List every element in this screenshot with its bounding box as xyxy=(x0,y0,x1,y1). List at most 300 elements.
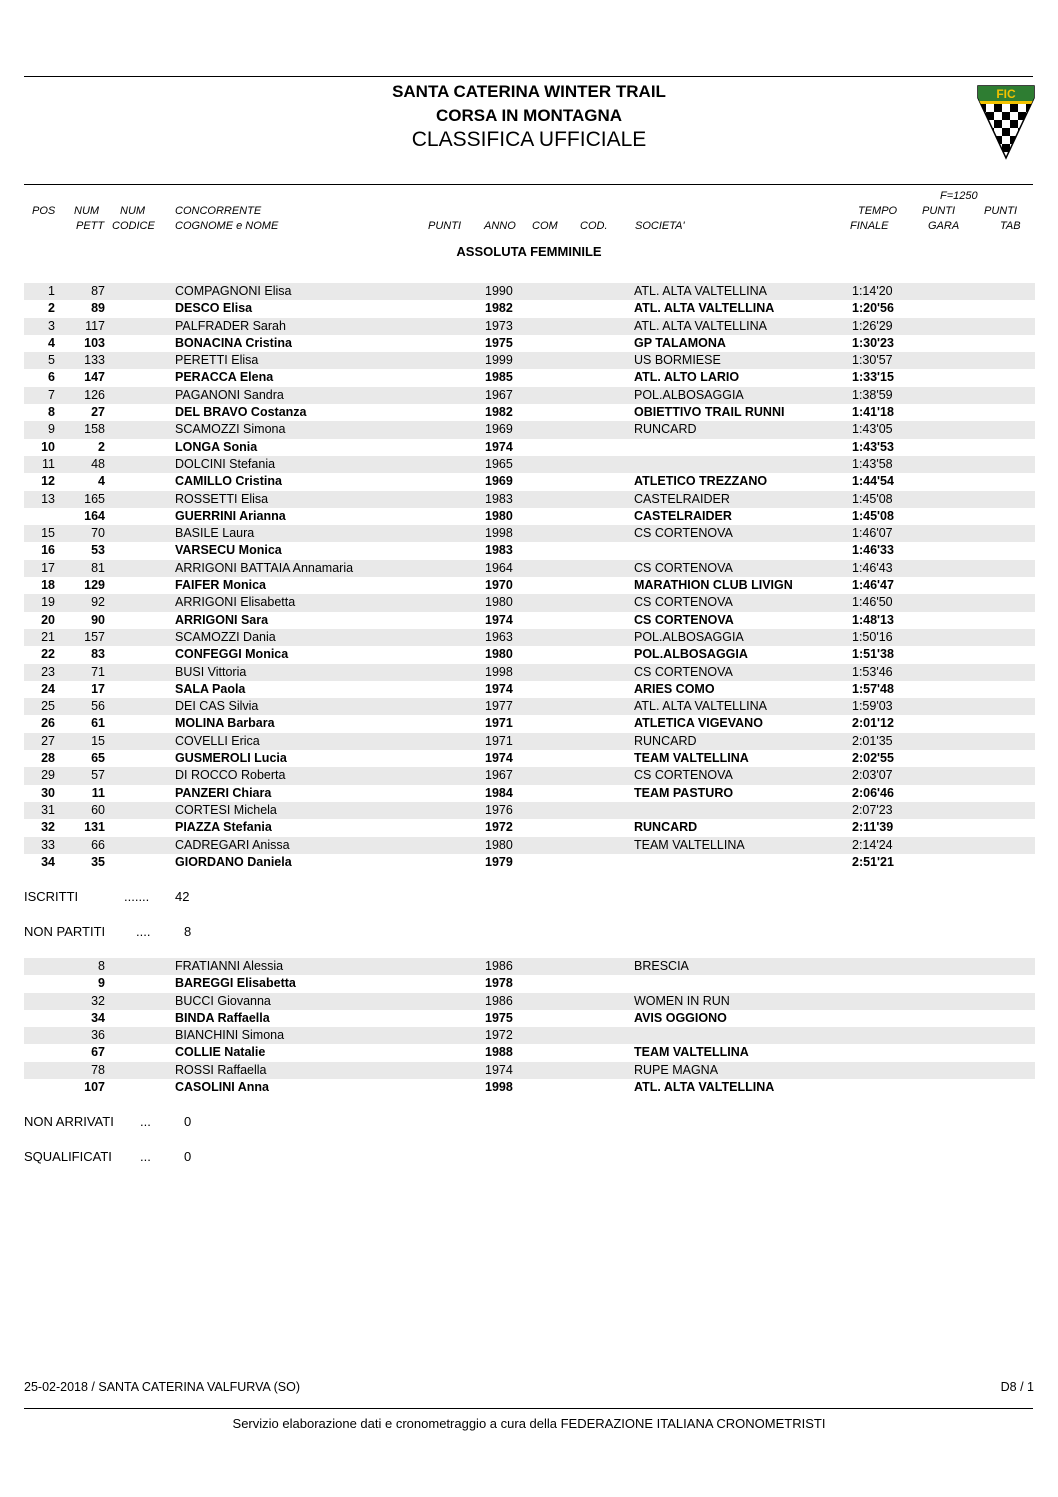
document-title: CLASSIFICA UFFICIALE xyxy=(411,128,647,151)
section-title: ASSOLUTA FEMMINILE xyxy=(456,244,602,259)
row-name: SCAMOZZI Simona xyxy=(175,422,286,437)
col-punti-gara-2: GARA xyxy=(928,220,960,232)
row-club: WOMEN IN RUN xyxy=(634,993,730,1008)
row-name: DEL BRAVO Costanza xyxy=(175,405,307,420)
row-bib: 129 xyxy=(84,578,105,593)
row-year: 1976 xyxy=(485,802,513,817)
row-year: 1988 xyxy=(485,1045,513,1060)
row-pos: 29 xyxy=(41,768,55,783)
table-row xyxy=(24,750,1035,767)
row-club: CS CORTENOVA xyxy=(634,526,733,541)
row-club: POL.ALBOSAGGIA xyxy=(634,387,744,402)
row-bib: 81 xyxy=(91,560,105,575)
row-pos: 22 xyxy=(41,647,55,662)
row-name: SCAMOZZI Dania xyxy=(175,629,276,644)
row-time: 1:50'16 xyxy=(852,629,893,644)
row-time: 1:43'05 xyxy=(852,422,893,437)
row-time: 1:26'29 xyxy=(852,318,893,333)
table-row xyxy=(24,993,1035,1010)
col-num-pett-1: NUM xyxy=(74,205,100,217)
table-row xyxy=(24,473,1035,490)
table-row xyxy=(24,508,1035,525)
row-name: SALA Paola xyxy=(175,681,246,696)
row-club: ATL. ALTA VALTELLINA xyxy=(634,318,767,333)
row-time: 1:30'57 xyxy=(852,353,893,368)
row-year: 1999 xyxy=(485,353,513,368)
col-societa: SOCIETA' xyxy=(635,220,685,232)
table-row xyxy=(24,421,1035,438)
row-year: 1974 xyxy=(485,681,513,696)
row-year: 1971 xyxy=(485,716,513,731)
row-time: 1:38'59 xyxy=(852,387,893,402)
row-bib: 65 xyxy=(91,751,105,766)
table-row xyxy=(24,542,1035,559)
row-name: PERETTI Elisa xyxy=(175,353,259,368)
row-club: RUNCARD xyxy=(634,820,698,835)
row-name: DOLCINI Stefania xyxy=(175,456,276,471)
row-bib: 67 xyxy=(91,1045,105,1060)
row-bib: 17 xyxy=(91,681,105,696)
row-year: 1969 xyxy=(485,422,513,437)
row-time: 2:02'55 xyxy=(852,751,894,766)
row-name: BUSI Vittoria xyxy=(175,664,247,679)
row-club: TEAM VALTELLINA xyxy=(634,837,745,852)
row-name: BINDA Raffaella xyxy=(175,1010,270,1025)
row-pos: 1 xyxy=(48,284,55,298)
top-rule xyxy=(24,76,1033,77)
row-pos: 27 xyxy=(41,733,55,748)
dns-table xyxy=(24,958,1035,1096)
row-name: CORTESI Michela xyxy=(175,802,277,817)
row-name: BONACINA Cristina xyxy=(175,335,292,350)
row-pos: 21 xyxy=(41,629,55,644)
non-arrivati-value: 0 xyxy=(184,1114,192,1129)
row-time: 1:20'56 xyxy=(852,301,894,316)
row-pos: 16 xyxy=(41,543,55,558)
row-year: 1967 xyxy=(485,768,513,783)
col-cognome-nome: COGNOME e NOME xyxy=(175,220,279,232)
table-row xyxy=(24,456,1035,473)
row-year: 1983 xyxy=(485,543,513,558)
non-arrivati-dots: ... xyxy=(140,1114,151,1129)
row-pos: 30 xyxy=(41,785,55,800)
table-row xyxy=(24,681,1035,698)
iscritti-label: ISCRITTI xyxy=(24,889,79,904)
row-pos: 32 xyxy=(41,820,55,835)
row-pos: 26 xyxy=(41,716,55,731)
row-pos: 33 xyxy=(41,837,55,852)
non-partiti-value: 8 xyxy=(184,924,192,939)
table-row xyxy=(24,1044,1035,1061)
row-club: POL.ALBOSAGGIA xyxy=(634,629,744,644)
row-club: ATLETICA VIGEVANO xyxy=(634,716,763,731)
row-club: OBIETTIVO TRAIL RUNNI xyxy=(634,405,785,420)
table-row xyxy=(24,1079,1035,1096)
row-year: 1972 xyxy=(485,820,513,835)
row-club: CASTELRAIDER xyxy=(634,508,732,523)
non-partiti-label: NON PARTITI xyxy=(24,924,106,939)
row-name: COLLIE Natalie xyxy=(175,1045,266,1060)
row-year: 1986 xyxy=(485,959,513,973)
row-year: 1985 xyxy=(485,370,513,385)
row-pos: 7 xyxy=(48,387,55,402)
col-anno: ANNO xyxy=(484,220,516,232)
row-club: TEAM VALTELLINA xyxy=(634,1045,749,1060)
row-year: 1979 xyxy=(485,854,513,869)
col-pos: POS xyxy=(32,205,56,217)
row-name: PANZERI Chiara xyxy=(175,785,272,800)
table-row xyxy=(24,335,1035,352)
row-club: ATL. ALTA VALTELLINA xyxy=(634,699,767,714)
row-bib: 133 xyxy=(84,353,105,368)
row-name: GUERRINI Arianna xyxy=(175,508,286,523)
row-name: PIAZZA Stefania xyxy=(175,820,272,835)
row-name: CASOLINI Anna xyxy=(175,1080,269,1095)
row-name: DI ROCCO Roberta xyxy=(175,768,286,783)
row-year: 1965 xyxy=(485,456,513,471)
row-name: GUSMEROLI Lucia xyxy=(175,751,287,766)
row-time: 1:46'47 xyxy=(852,578,894,593)
row-club: TEAM VALTELLINA xyxy=(634,751,749,766)
row-bib: 89 xyxy=(91,301,105,316)
header-rule xyxy=(24,184,1033,185)
col-concorrente: CONCORRENTE xyxy=(175,205,262,217)
col-cod: COD. xyxy=(580,220,608,232)
col-punti-gara-1: PUNTI xyxy=(922,205,955,217)
row-time: 2:01'12 xyxy=(852,716,894,731)
row-name: BIANCHINI Simona xyxy=(175,1028,285,1043)
row-bib: 27 xyxy=(91,405,105,420)
row-time: 1:46'50 xyxy=(852,595,893,610)
row-year: 1964 xyxy=(485,560,513,575)
table-row xyxy=(24,854,1035,871)
row-year: 1980 xyxy=(485,595,513,610)
row-year: 1963 xyxy=(485,629,513,644)
row-year: 1980 xyxy=(485,837,513,852)
row-name: MOLINA Barbara xyxy=(175,716,275,731)
row-year: 1984 xyxy=(485,785,513,800)
row-name: GIORDANO Daniela xyxy=(175,854,292,869)
table-row xyxy=(24,369,1035,386)
table-row xyxy=(24,767,1035,784)
row-pos: 11 xyxy=(42,456,55,471)
table-row xyxy=(24,525,1035,542)
row-time: 1:46'33 xyxy=(852,543,894,558)
row-time: 2:11'39 xyxy=(852,820,894,835)
row-bib: 66 xyxy=(91,837,105,852)
row-time: 2:03'07 xyxy=(852,768,893,783)
table-row xyxy=(24,594,1035,611)
row-time: 1:43'58 xyxy=(852,456,893,471)
table-row xyxy=(24,404,1035,421)
table-row xyxy=(24,283,1035,300)
row-name: DEI CAS Silvia xyxy=(175,699,259,714)
row-time: 1:44'54 xyxy=(852,474,894,489)
row-name: FAIFER Monica xyxy=(175,578,266,593)
row-name: COMPAGNONI Elisa xyxy=(175,284,292,298)
row-club: GP TALAMONA xyxy=(634,335,726,350)
row-club: US BORMIESE xyxy=(634,353,721,368)
row-year: 1969 xyxy=(485,474,513,489)
col-factor: F=1250 xyxy=(940,190,978,202)
row-time: 1:46'43 xyxy=(852,560,893,575)
row-bib: 8 xyxy=(98,959,105,973)
row-name: ROSSI Raffaella xyxy=(175,1062,267,1077)
row-time: 1:33'15 xyxy=(852,370,894,385)
row-name: BASILE Laura xyxy=(175,526,255,541)
row-bib: 78 xyxy=(91,1062,105,1077)
row-name: BAREGGI Elisabetta xyxy=(175,976,296,991)
row-pos: 13 xyxy=(41,491,55,506)
table-row xyxy=(24,819,1035,836)
row-time: 1:45'08 xyxy=(852,508,894,523)
row-name: DESCO Elisa xyxy=(175,301,253,316)
row-pos: 8 xyxy=(48,405,55,420)
row-year: 1970 xyxy=(485,578,513,593)
row-club: RUNCARD xyxy=(634,733,697,748)
row-bib: 34 xyxy=(91,1010,105,1025)
col-num-codice-2: CODICE xyxy=(112,220,155,232)
table-row xyxy=(24,802,1035,819)
iscritti-dots: ....... xyxy=(124,889,150,904)
table-row xyxy=(24,1010,1035,1027)
table-row xyxy=(24,664,1035,681)
col-tempo-2: FINALE xyxy=(850,220,889,232)
row-pos: 24 xyxy=(41,681,55,696)
row-club: RUNCARD xyxy=(634,422,697,437)
row-name: PALFRADER Sarah xyxy=(175,318,286,333)
row-bib: 48 xyxy=(91,456,105,471)
row-bib: 90 xyxy=(91,612,105,627)
row-club: CASTELRAIDER xyxy=(634,491,730,506)
row-bib: 87 xyxy=(91,284,105,298)
row-name: ARRIGONI Elisabetta xyxy=(175,595,296,610)
footer-service: Servizio elaborazione dati e cronometraggio a cura della FEDERAZIONE ITALIANA CRONOMETRISTI xyxy=(232,1416,826,1431)
row-bib: 61 xyxy=(91,716,105,731)
row-pos: 5 xyxy=(48,353,55,368)
row-time: 1:46'07 xyxy=(852,526,893,541)
row-time: 1:30'23 xyxy=(852,335,894,350)
row-year: 1974 xyxy=(485,751,513,766)
row-year: 1980 xyxy=(485,647,513,662)
table-row xyxy=(24,1062,1035,1079)
table-row xyxy=(24,958,1035,975)
row-time: 2:07'23 xyxy=(852,802,893,817)
table-row xyxy=(24,733,1035,750)
table-row xyxy=(24,560,1035,577)
row-name: LONGA Sonia xyxy=(175,439,258,454)
footer-date-place: 25-02-2018 / SANTA CATERINA VALFURVA (SO) xyxy=(24,1380,301,1394)
row-pos: 23 xyxy=(41,664,55,679)
row-pos: 12 xyxy=(41,474,55,489)
row-name: CONFEGGI Monica xyxy=(175,647,289,662)
row-time: 1:41'18 xyxy=(852,405,894,420)
row-club: ATL. ALTA VALTELLINA xyxy=(634,1080,775,1095)
row-name: BUCCI Giovanna xyxy=(175,993,271,1008)
table-row xyxy=(24,439,1035,456)
row-pos: 20 xyxy=(41,612,55,627)
row-bib: 32 xyxy=(91,993,105,1008)
footer-rule xyxy=(24,1408,1033,1409)
table-row xyxy=(24,612,1035,629)
row-bib: 126 xyxy=(84,387,105,402)
table-row xyxy=(24,785,1035,802)
logo-text: FIC xyxy=(996,87,1016,101)
iscritti-value: 42 xyxy=(175,889,190,904)
row-time: 1:45'08 xyxy=(852,491,893,506)
table-row xyxy=(24,352,1035,369)
squalificati-value: 0 xyxy=(184,1149,192,1164)
row-year: 1967 xyxy=(485,387,513,402)
row-bib: 35 xyxy=(91,854,105,869)
row-bib: 117 xyxy=(85,318,105,333)
row-year: 1998 xyxy=(485,664,513,679)
row-name: VARSECU Monica xyxy=(175,543,282,558)
row-bib: 70 xyxy=(91,526,105,541)
row-pos: 6 xyxy=(48,370,55,385)
row-year: 1975 xyxy=(485,1010,513,1025)
table-row xyxy=(24,387,1035,404)
event-discipline: CORSA IN MONTAGNA xyxy=(435,106,623,125)
row-time: 1:59'03 xyxy=(852,699,893,714)
row-club: POL.ALBOSAGGIA xyxy=(634,647,748,662)
row-club: ATL. ALTO LARIO xyxy=(634,370,740,385)
row-time: 2:01'35 xyxy=(852,733,893,748)
row-year: 1978 xyxy=(485,976,513,991)
table-row xyxy=(24,629,1035,646)
row-bib: 107 xyxy=(84,1080,105,1095)
row-club: AVIS OGGIONO xyxy=(634,1010,727,1025)
row-time: 2:51'21 xyxy=(852,854,894,869)
row-year: 1998 xyxy=(485,526,513,541)
row-name: COVELLI Erica xyxy=(175,733,260,748)
row-bib: 147 xyxy=(84,370,105,385)
row-year: 1980 xyxy=(485,508,513,523)
row-club: BRESCIA xyxy=(634,959,689,973)
row-time: 1:57'48 xyxy=(852,681,894,696)
row-name: CAMILLO Cristina xyxy=(175,474,282,489)
row-name: PAGANONI Sandra xyxy=(175,387,284,402)
row-bib: 158 xyxy=(84,422,105,437)
squalificati-label: SQUALIFICATI xyxy=(24,1149,112,1164)
table-row xyxy=(24,698,1035,715)
row-bib: 36 xyxy=(91,1028,105,1043)
row-pos: 15 xyxy=(41,526,55,541)
row-year: 1982 xyxy=(485,301,513,316)
non-arrivati-label: NON ARRIVATI xyxy=(24,1114,114,1129)
row-club: ATL. ALTA VALTELLINA xyxy=(634,301,775,316)
row-bib: 9 xyxy=(98,976,105,991)
results-table xyxy=(24,283,1035,871)
row-bib: 53 xyxy=(91,543,105,558)
table-row xyxy=(24,1027,1035,1044)
row-time: 1:53'46 xyxy=(852,664,893,679)
col-punti: PUNTI xyxy=(428,220,461,232)
table-row xyxy=(24,715,1035,732)
row-bib: 11 xyxy=(91,785,105,800)
row-pos: 9 xyxy=(48,422,55,437)
row-pos: 19 xyxy=(41,595,55,610)
row-year: 1973 xyxy=(485,318,513,333)
row-bib: 71 xyxy=(91,664,105,679)
row-year: 1971 xyxy=(485,733,513,748)
row-pos: 17 xyxy=(41,560,55,575)
row-year: 1977 xyxy=(485,699,513,714)
row-year: 1974 xyxy=(485,1062,513,1077)
row-bib: 57 xyxy=(91,768,105,783)
row-name: ARRIGONI Sara xyxy=(175,612,269,627)
row-bib: 15 xyxy=(91,733,105,748)
row-pos: 28 xyxy=(41,751,55,766)
row-club: ATLETICO TREZZANO xyxy=(634,474,768,489)
row-pos: 10 xyxy=(41,439,55,454)
row-bib: 165 xyxy=(84,491,105,506)
row-time: 2:06'46 xyxy=(852,785,894,800)
row-club: CS CORTENOVA xyxy=(634,768,733,783)
row-pos: 18 xyxy=(41,578,55,593)
col-tempo-1: TEMPO xyxy=(858,205,898,217)
row-bib: 60 xyxy=(91,802,105,817)
fic-logo-icon xyxy=(976,84,1036,160)
row-pos: 2 xyxy=(48,301,55,316)
row-bib: 92 xyxy=(91,595,105,610)
row-bib: 2 xyxy=(98,439,105,454)
row-name: PERACCA Elena xyxy=(175,370,274,385)
row-club: RUPE MAGNA xyxy=(634,1062,719,1077)
row-bib: 164 xyxy=(84,508,105,523)
row-name: CADREGARI Anissa xyxy=(175,837,290,852)
squalificati-dots: ... xyxy=(140,1149,151,1164)
row-year: 1974 xyxy=(485,612,513,627)
row-bib: 56 xyxy=(91,699,105,714)
row-year: 1982 xyxy=(485,405,513,420)
table-row xyxy=(24,577,1035,594)
row-pos: 31 xyxy=(41,802,55,817)
row-club: CS CORTENOVA xyxy=(634,595,733,610)
row-bib: 131 xyxy=(84,820,105,835)
col-num-pett-2: PETT xyxy=(76,220,105,232)
row-club: MARATHION CLUB LIVIGN xyxy=(634,578,793,593)
row-year: 1986 xyxy=(485,993,513,1008)
col-punti-tab-2: TAB xyxy=(1000,220,1021,232)
row-time: 1:51'38 xyxy=(852,647,894,662)
row-pos: 34 xyxy=(41,854,55,869)
row-bib: 83 xyxy=(91,647,105,662)
row-time: 1:48'13 xyxy=(852,612,894,627)
table-row xyxy=(24,837,1035,854)
event-title: SANTA CATERINA WINTER TRAIL xyxy=(392,82,666,101)
row-club: TEAM PASTURO xyxy=(634,785,734,800)
row-bib: 103 xyxy=(84,335,105,350)
table-row xyxy=(24,318,1035,335)
row-bib: 4 xyxy=(98,474,105,489)
col-com: COM xyxy=(532,220,558,232)
row-year: 1990 xyxy=(485,284,513,298)
row-year: 1974 xyxy=(485,439,513,454)
row-club: CS CORTENOVA xyxy=(634,560,733,575)
table-row xyxy=(24,300,1035,317)
row-pos: 25 xyxy=(41,699,55,714)
row-club: ATL. ALTA VALTELLINA xyxy=(634,284,767,298)
row-time: 1:14'20 xyxy=(852,284,893,298)
row-name: FRATIANNI Alessia xyxy=(175,959,284,973)
row-year: 1972 xyxy=(485,1028,513,1043)
row-time: 2:14'24 xyxy=(852,837,893,852)
row-club: ARIES COMO xyxy=(634,681,715,696)
row-club: CS CORTENOVA xyxy=(634,664,733,679)
row-name: ARRIGONI BATTAIA Annamaria xyxy=(175,560,354,575)
row-year: 1998 xyxy=(485,1080,513,1095)
